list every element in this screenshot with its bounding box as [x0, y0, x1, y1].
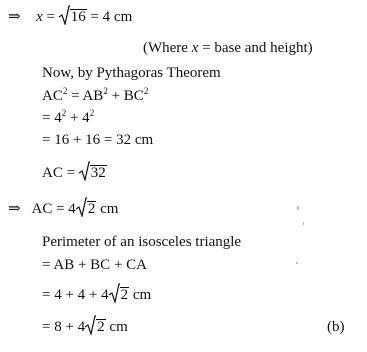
- sqrt-2: 2: [85, 318, 106, 336]
- scan-speck: [296, 262, 298, 264]
- scan-speck: [297, 206, 299, 210]
- scan-speck: [303, 222, 304, 225]
- sqrt-16: 16: [59, 8, 87, 26]
- line-ac-4root2: ⇒ AC = 4 2 cm: [8, 200, 118, 218]
- sqrt-32: 32: [79, 164, 107, 182]
- line-perimeter-expanded: = 4 + 4 + 4 2 cm: [42, 286, 151, 304]
- line-perimeter-sum: = AB + BC + CA: [42, 257, 147, 273]
- radical-sign: [109, 283, 120, 303]
- radical-sign: [85, 315, 96, 335]
- radical-sign: [76, 197, 87, 217]
- sqrt-2: 2: [109, 286, 130, 304]
- line-perimeter-result: = 8 + 4 2 cm: [42, 318, 128, 336]
- line-sum-32: = 16 + 16 = 32 cm: [42, 132, 154, 148]
- line-pythagoras: Now, by Pythagoras Theorem: [42, 65, 221, 81]
- implies-arrow: ⇒: [8, 201, 21, 217]
- line-ac-squared: $AC^2 = AB^2 + BC^2$: [42, 86, 149, 104]
- line-ac-sqrt32: AC = 32: [42, 164, 107, 182]
- answer-option-label: (b): [327, 319, 345, 335]
- implies-arrow: ⇒: [8, 9, 21, 25]
- line-x-value: ⇒ x = 16 = 4 cm: [8, 8, 132, 26]
- radical-sign: [79, 161, 90, 181]
- sqrt-2: 2: [76, 200, 97, 218]
- radical-sign: [59, 5, 70, 25]
- line-where-note: (Where x = base and height): [143, 40, 313, 56]
- line-four-squares: = $4^2 + 4^2$: [42, 108, 95, 126]
- line-perimeter-heading: Perimeter of an isosceles triangle: [42, 234, 242, 250]
